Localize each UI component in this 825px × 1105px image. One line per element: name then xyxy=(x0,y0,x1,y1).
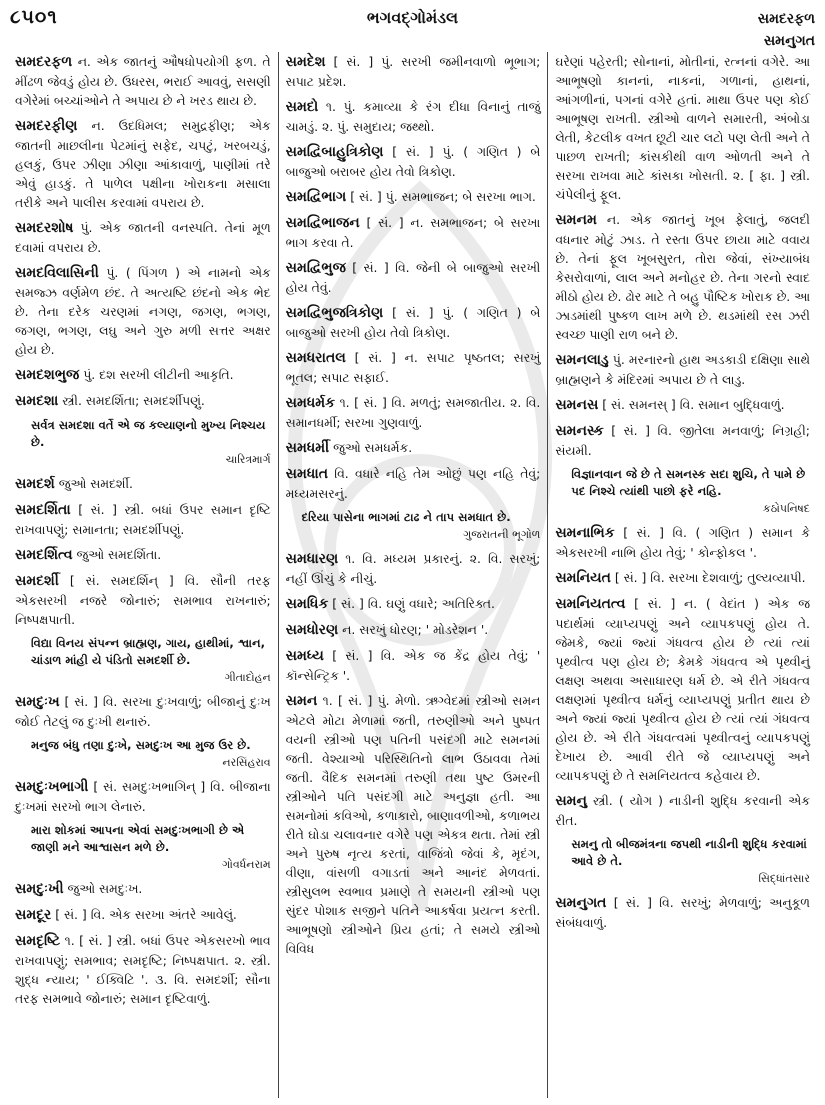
entry-headword: સમદર્શિત્વ xyxy=(15,547,73,563)
entry-headword: સમધિક xyxy=(285,596,329,612)
quotation-text: વિદ્યા વિનય સંપન્ન બ્રાહ્મણ, ગાય, હાથીમાં, શ્વાન, ચાંડાળ માંહી યે પંડિતો સમદર્શી છે. xyxy=(31,636,266,667)
entry-definition: [ સં. સમદર્શિન્ ] વિ. સૌની તરફ એકસરખી નજરે જોનારું; સમભાવ રાખનારું; નિષ્પક્ષપાતી. xyxy=(15,573,271,627)
dictionary-entry xyxy=(555,594,810,785)
quotation-source: સિદ્ધાંતસાર xyxy=(758,872,810,885)
entry-definition: [ સં. ] વિ. ( ગણિત ) સમાન કે એકસરખી નાભિ હોય તેવું; ' કોન્ફોકલ '. xyxy=(555,525,810,560)
dictionary-entry xyxy=(286,549,541,588)
entry-headword: સમદશા xyxy=(15,393,59,409)
dictionary-entry xyxy=(15,692,271,731)
entry-definition: ૧. [ સં. ] સ્ત્રી. બધાં ઉપર એકસરખો ભાવ રાખવાપણું; સમભાવ; સમદૃષ્ટિ; નિષ્પક્ષપાત. ૨. સ્ત્રી. શુદ્ધ ન્યાય; ' ઈક્વિટિ '. ૩. વિ. સમદર્શી; સૌના તરફ સમભાવે જોનારું; સમાન દૃષ્ટિવાળું. xyxy=(15,933,271,1006)
entry-definition: ન. સરખું ધોરણ; ' મોડરેશન '. xyxy=(338,622,489,637)
entry-headword: સમદરશોષ xyxy=(15,220,74,236)
entry-quotation xyxy=(302,509,541,543)
entry-headword: સમનુ xyxy=(555,793,587,809)
entry-headword: સમધરાતલ xyxy=(285,350,346,366)
entry-quotation xyxy=(31,822,271,873)
dictionary-entry xyxy=(15,545,271,565)
entry-quotation xyxy=(31,417,271,468)
entry-quotation xyxy=(571,466,810,517)
entry-headword: સમદેશ xyxy=(285,54,326,70)
dictionary-entry xyxy=(555,350,810,389)
entry-definition: જુઓ સમદર્શી. xyxy=(54,476,133,491)
entry-headword: સમધાત xyxy=(285,466,328,482)
dictionary-entry xyxy=(15,263,271,359)
dictionary-entry xyxy=(555,421,810,460)
quotation-text: સમનુ તો બીજમંત્રના જપથી નાડીની શુદ્ધિ કરવામાં આવે છે તે. xyxy=(571,837,807,868)
quotation-source: ચારિત્રમાર્ગ xyxy=(225,453,271,466)
quotation-source: ગુજરાતની ભૂગોળ xyxy=(463,528,541,541)
column-1 xyxy=(8,52,278,1098)
entry-headword: સમદવિલાસિની xyxy=(15,265,99,281)
entry-definition: ૧. [ સં. ] પું. મેળો. ઋગ્વેદમાં સ્ત્રીઓ સમન એટલે મોટા મેળામાં જતી, તરુણીઓ અને પુષ્પત વયની સ્ત્રીઓ પણ પતિની પસંદગી માટે સમનમાં જતી. વેશ્યાઓ પરિસ્થિતિનો લાભ ઉઠાવવા તેમાં જતી. વૈદિક સમનમાં તરુણી તથા પુષ્ટ ઉમરની સ્ત્રીઓને પતિ પસંદગી માટે અનુજ્ઞા હતી. આ સમનોમાં કવિઓ, કળાકારો, બાણાવળીઓ, કળાભય રીતે ઘોડા ચલાવનાર વગેરે પણ એકત્ર થતા. તેમાં સ્ત્રી અને પુરુષ નૃત્ય કરતાં, વાજિંત્રો જેવાં કે, મૃદંગ, વીણા, વાંસળી વગાડતાં અને આનંદ મેળવતાં. સ્ત્રીસુલભ સ્વભાવ પ્રમાણે તે સમયની સ્ત્રીઓ પણ સુંદર પોશાક સજીને પતિને આકર્ષવા પ્રયત્ન કરતી. આભૂષણો સ્ત્રીઓને પ્રિય હતાં; તે સમયે સ્ત્રીઓ વિવિધ xyxy=(285,693,541,956)
entry-definition: પું. ( પિંગળ ) એ નામનો એક સમજ્ઝ વર્ણમેળ છંદ. તે અત્યષ્ટિ છંદનો એક ભેદ છે. તેના દરેક ચરણમાં નગણ, જગણ, ભગણ, જગણ, ભગણ, લઘુ અને ગુરુ મળી સત્તર અક્ષર હોય છે. xyxy=(15,265,271,357)
entry-definition: પું. દશ સરખી લીટીની આકૃતિ. xyxy=(79,367,234,382)
quotation-text: મારા શોકમાં આપના એવાં સમદુઃખભાગી છે એ જાણી મને આશ્વાસન મળે છે. xyxy=(31,823,245,854)
entry-quotation xyxy=(571,836,810,887)
entry-headword: સમનિયત xyxy=(555,570,611,586)
entry-headword: સમદ્વિભાજન xyxy=(285,215,360,231)
entry-headword: સમધોરણ xyxy=(285,622,339,638)
entry-headword: સમદર્શ xyxy=(15,476,55,492)
entry-definition: ન. એક જાતનું ખૂબ ફેલાતું, જલદી વધનાર મોટું ઝાડ. તે રસ્તા ઉપર છાયા માટે વવાય છે. તેનાં ફૂલ ખૂબસુરત, તોરા જેવાં, સંખ્યાબંધ કેસરોવાળાં, લાલ અને મનોહર છે. તેના ગરનો સ્વાદ મીઠો હોય છે. ઢોર માટે તે બહુ પૌષ્ટિક ખોરાક છે. આ ઝાડમાંથી પુષ્કળ લાખ મળે છે. થડમાંથી રસ ઝરી સ્વચ્છ પાણી રાળ બને છે. xyxy=(555,212,810,342)
dictionary-entry xyxy=(15,905,271,925)
dictionary-entry xyxy=(15,474,271,494)
quotation-text: વિજ્ઞાનવાન જે છે તે સમનસ્ક સદા શુચિ, તે પામે છે પદ નિશ્ચે ત્યાંથી પાછો ફરે નહિ. xyxy=(571,467,806,498)
entry-headword: સમદ્વિબાહુત્રિકોણ xyxy=(285,144,384,160)
quotation-text: સર્વત્ર સમદશા વર્તે એ જ કલ્યાણનો મુખ્ય નિશ્ચય છે. xyxy=(31,418,266,449)
dictionary-entry xyxy=(286,97,541,136)
entry-quotation xyxy=(31,737,271,771)
entry-definition: [ સં. ] વિ. એક સરખા અંતરે આવેલું. xyxy=(51,907,237,922)
dictionary-entry xyxy=(286,303,541,342)
entry-headword: સમનલાડુ xyxy=(555,352,609,368)
entry-definition: પું. એક જાતની વનસ્પતિ. તેનાં મૂળ દવામાં વપરાય છે. xyxy=(15,220,271,255)
quotation-text: દરિયા પાસેના ભાગમાં ટાઢ ને તાપ સમધાત છે. xyxy=(301,510,511,524)
entry-headword: સમદર્શિતા xyxy=(15,502,71,518)
entry-definition: [ સં. સમનસ્ ] વિ. સમાન બુદ્ધિવાળું. xyxy=(598,397,785,412)
dictionary-entry xyxy=(15,365,271,385)
entry-definition: સ્ત્રી. સમદર્શિતા; સમદર્શીપણું. xyxy=(58,393,205,408)
entry-headword: સમદૃષ્ટિ xyxy=(15,933,61,949)
dictionary-entry xyxy=(555,523,810,562)
entry-headword: સમધર્મી xyxy=(285,440,330,456)
entry-headword: સમનમ xyxy=(555,212,597,228)
entry-definition: ન. ઉદધિમલ; સમુદ્રફીણ; એક જાતની માછલીના પેટમાંનું સફેદ, ચપટું, ખરબચડું, હલકું, ઉપર ઝીણા ઝીણા આંકાવાળું, પાણીમાં તરે એવું હાડકું. તે પાળેલ પક્ષીના ખોરાકના મસાલા તરીકે અને પાલીસ કરવામાં વપરાય છે. xyxy=(15,118,271,210)
dictionary-entry xyxy=(555,893,810,932)
dictionary-entry xyxy=(286,187,541,207)
dictionary-entry xyxy=(15,777,271,816)
entry-headword: સમદ્વિભાગ xyxy=(285,189,347,205)
dictionary-entry xyxy=(555,791,810,830)
quotation-text: મનુજ બંધુ તણા દુઃખે, સમદુઃખ આ મુજ ઉર છે. xyxy=(31,738,251,752)
page-number: ૮૫૦૧ xyxy=(10,6,58,28)
dictionary-entry xyxy=(555,210,810,344)
entry-definition: [ સં. ] પું. સરખી જમીનવાળો ભૂભાગ; સપાટ પ્રદેશ. xyxy=(285,54,541,89)
entry-definition: [ સં. ] વિ. સરખું; મેળવાળું; અનુકૂળ સંબંધવાળું. xyxy=(555,895,810,930)
dictionary-entry xyxy=(286,464,541,503)
entry-headword: સમદો xyxy=(285,99,319,115)
entry-headword: સમદ્વિભુજ xyxy=(285,260,346,276)
entry-definition: સ્ત્રી. ( યોગ ) નાડીની શુદ્ધિ કરવાની એક રીત. xyxy=(555,793,810,828)
dictionary-entry xyxy=(286,52,541,91)
dictionary-entry xyxy=(555,568,810,588)
dictionary-entry xyxy=(15,879,271,899)
entry-headword: સમદ્વિભુજત્રિકોણ xyxy=(285,305,384,321)
entry-definition: [ સં. ] વિ. ઘણું વધારે; અતિરિક્ત. xyxy=(328,596,495,611)
dictionary-columns xyxy=(8,52,817,1098)
dictionary-entry xyxy=(286,348,541,387)
entry-headword: સમનસ xyxy=(555,397,599,413)
entry-definition: [ સં. સમદુઃખભાગિન્ ] વિ. બીજાના દુઃખમાં સરખો ભાગ લેનારું. xyxy=(15,779,271,814)
entry-definition: [ સં. ] સ્ત્રી. બધાં ઉપર સમાન દૃષ્ટિ રાખવાપણું; સમાનતા; સમદર્શીપણું. xyxy=(15,502,271,537)
dictionary-entry xyxy=(286,620,541,640)
entry-definition: [ સં. ] ન. સપાટ પૃષ્ઠતલ; સરખું ભૂતલ; સપાટ સફાઈ. xyxy=(285,350,541,385)
entry-definition: જુઓ સમદર્શિતા. xyxy=(72,547,162,562)
entry-headword: સમદુઃખ xyxy=(15,694,60,710)
entry-definition: [ સં. ] પું. ( ગણિત ) બે બાજુઓ બરાબર હોય તેવો ત્રિકોણ. xyxy=(285,144,541,179)
entry-headword: સમદર્શી xyxy=(15,573,59,589)
entry-headword: સમદરફીણ xyxy=(15,118,78,134)
dictionary-entry xyxy=(15,500,271,539)
running-title: ભગવદ્ગોમંડલ xyxy=(366,8,459,27)
guide-word-first: સમદરફળ xyxy=(757,11,815,27)
dictionary-entry xyxy=(15,391,271,411)
column-3 xyxy=(547,52,817,1098)
entry-headword: સમદુઃખી xyxy=(15,881,64,897)
entry-definition: [ સં. ] વિ. એક જ કેંદ્ર હોય તેવું; ' કૉન્સેન્ટ્રિક '. xyxy=(285,648,541,683)
entry-headword: સમદૂર xyxy=(15,907,52,923)
page-header xyxy=(0,0,825,60)
guide-words xyxy=(758,8,815,52)
entry-definition: [ સં. ] પું. સમભાજન; બે સરખા ભાગ. xyxy=(346,189,536,204)
quotation-source: ગોવર્ધનરામ xyxy=(222,858,271,871)
entry-definition: વિ. વધારે નહિ તેમ ઓછું પણ નહિ તેવું; મધ્યમસરનું. xyxy=(285,466,541,501)
entry-definition: [ સં. ] પું. ( ગણિત ) બે બાજુઓ સરખી હોય તેવો ત્રિકોણ. xyxy=(285,305,541,340)
entry-headword: સમદરફળ xyxy=(15,54,73,70)
dictionary-entry xyxy=(286,142,541,181)
dictionary-entry xyxy=(286,213,541,252)
quotation-source: ગીતાદોહન xyxy=(224,671,271,684)
entry-headword: સમનુગત xyxy=(555,895,607,911)
dictionary-entry xyxy=(15,571,271,629)
dictionary-entry xyxy=(286,594,541,614)
entry-definition: જુઓ સમદુઃખ. xyxy=(63,881,143,896)
entry-definition: [ સં. ] વિ. જીતેલા મનવાળું; નિગ્રહી; સંયમી. xyxy=(555,423,810,458)
entry-definition: [ સં. ] ન. ( વેદાંત ) એક જ પદાર્થમાં વ્યાપ્યપણું અને વ્યાપકપણું હોય તે. જેમકે, જ્યાં જ્યાં ગંધવત્વ હોય છે ત્યાં ત્યાં પૃથ્વીત્વ પણ હોય છે; કેમકે ગંધવત્વ એ પૃથ્વીનું લક્ષણ અથવા અસાધારણ ધર્મ છે. એ રીતે ગંધવત્વ લક્ષણમાં પૃથ્વીત્વ ધર્મનું વ્યાપ્યપણું પ્રતીત થાય છે અને જ્યાં જ્યાં પૃથ્વીત્વ હોય છે ત્યાં ત્યાં ગંધવત્વ હોય છે. એ રીતે ગંધવત્વમાં પૃથ્વીત્વનું વ્યાપકપણું દેખાય છે. આવી રીતે જે વ્યાપ્યપણું અને વ્યાપકપણું છે તે સમનિયતત્વ કહેવાય છે. xyxy=(555,596,810,783)
quotation-source: નરસિંહરાવ xyxy=(222,756,271,769)
entry-headword: સમન xyxy=(285,693,318,709)
dictionary-entry xyxy=(286,646,541,685)
entry-definition: [ સં. ] વિ. સરખા દુઃખવાળું; બીજાનું દુઃખ જોઈ તેટલું જ દુઃખી થનારું. xyxy=(15,694,271,729)
entry-definition: ૧. [ સં. ] વિ. મળતું; સમજાતીય. ૨. વિ. સમાનધર્મી; સરખા ગુણવાળું. xyxy=(285,395,541,430)
dictionary-entry xyxy=(286,438,541,458)
entry-definition: ૧. પું. કમાવ્યા કે રંગ દીધા વિનાનું તાજું ચામડું. ૨. પું. સમુદાય; જથ્થો. xyxy=(285,99,541,134)
entry-definition: ૧. વિ. મધ્યમ પ્રકારનું. ૨. વિ. સરખું; નહીં ઊંચું કે નીચું. xyxy=(285,551,541,586)
entry-definition: જુઓ સમધર્મક. xyxy=(329,440,413,455)
dictionary-entry xyxy=(286,393,541,432)
dictionary-entry xyxy=(286,258,541,297)
entry-headword: સમનસ્ક xyxy=(555,423,604,439)
entry-definition: [ સં. ] વિ. જેની બે બાજુઓ સરખી હોય તેવું. xyxy=(285,260,541,295)
entry-headword: સમદુઃખભાગી xyxy=(15,779,89,795)
entry-headword: સમધારણ xyxy=(285,551,339,567)
column-2 xyxy=(278,52,548,1098)
entry-headword: સમનાભિક xyxy=(555,525,615,541)
dictionary-entry xyxy=(15,116,271,212)
entry-headword: સમનિયતત્વ xyxy=(555,596,626,612)
entry-headword: સમધર્મક xyxy=(285,395,336,411)
entry-definition: ન. એક જાતનું ઔષધોપયોગી ફળ. તે મીંઢળ જેવડું હોય છે. ઉધરસ, ભરાઈ આવવું, સસણી વગેરેમાં બચ્ચાંઓને તે અપાય છે ને ખરડ થાય છે. xyxy=(15,54,271,108)
dictionary-entry xyxy=(15,931,271,1008)
dictionary-entry xyxy=(286,691,541,958)
entry-quotation xyxy=(31,635,271,686)
entry-definition: પું. મરનારનો હાથ અડકાડી દક્ષિણા સાથે બ્રાહ્મણને કે મંદિરમાં અપાય છે તે લાડુ. xyxy=(555,352,810,387)
entry-definition: ઘરેણાં પહેરતી; સોનાનાં, મોતીનાં, રત્નનાં વગેરે. આ આભૂષણો કાનનાં, નાકનાં, ગળાનાં, હાથનાં, આંગળીનાં, પગનાં વગેરે હતાં. માથા ઉપર પણ કોઈ આભૂષણ રાખતી. સ્ત્રીઓ વાળને સમારતી, અંબોડા લેતી, કેટલીક વખત છૂટી ચાર લટો પણ લેતી અને તે પાછળ રાખતી; કાંસકીથી વાળ ઓળતી અને તે સરખા રાખવા માટે કાંસકા ખોસતી. ૨. [ ફા. ] સ્ત્રી. ચંપેલીનું ફૂલ. xyxy=(555,54,810,202)
dictionary-entry xyxy=(15,52,271,110)
quotation-source: કઠોપનિષદ xyxy=(762,502,810,515)
entry-definition: [ સં. ] વિ. સરખા દેશવાળું; તુલ્યવ્યાપી. xyxy=(610,570,806,585)
entry-headword: સમધ્ય xyxy=(285,648,324,664)
dictionary-entry xyxy=(555,52,810,204)
dictionary-entry xyxy=(555,395,810,415)
guide-word-last: સમનુગત xyxy=(763,33,815,49)
entry-headword: સમદશભુજ xyxy=(15,367,80,383)
entry-definition: [ સં. ] ન. સમભાજન; બે સરખા ભાગ કરવા તે. xyxy=(285,215,541,250)
dictionary-entry xyxy=(15,218,271,257)
